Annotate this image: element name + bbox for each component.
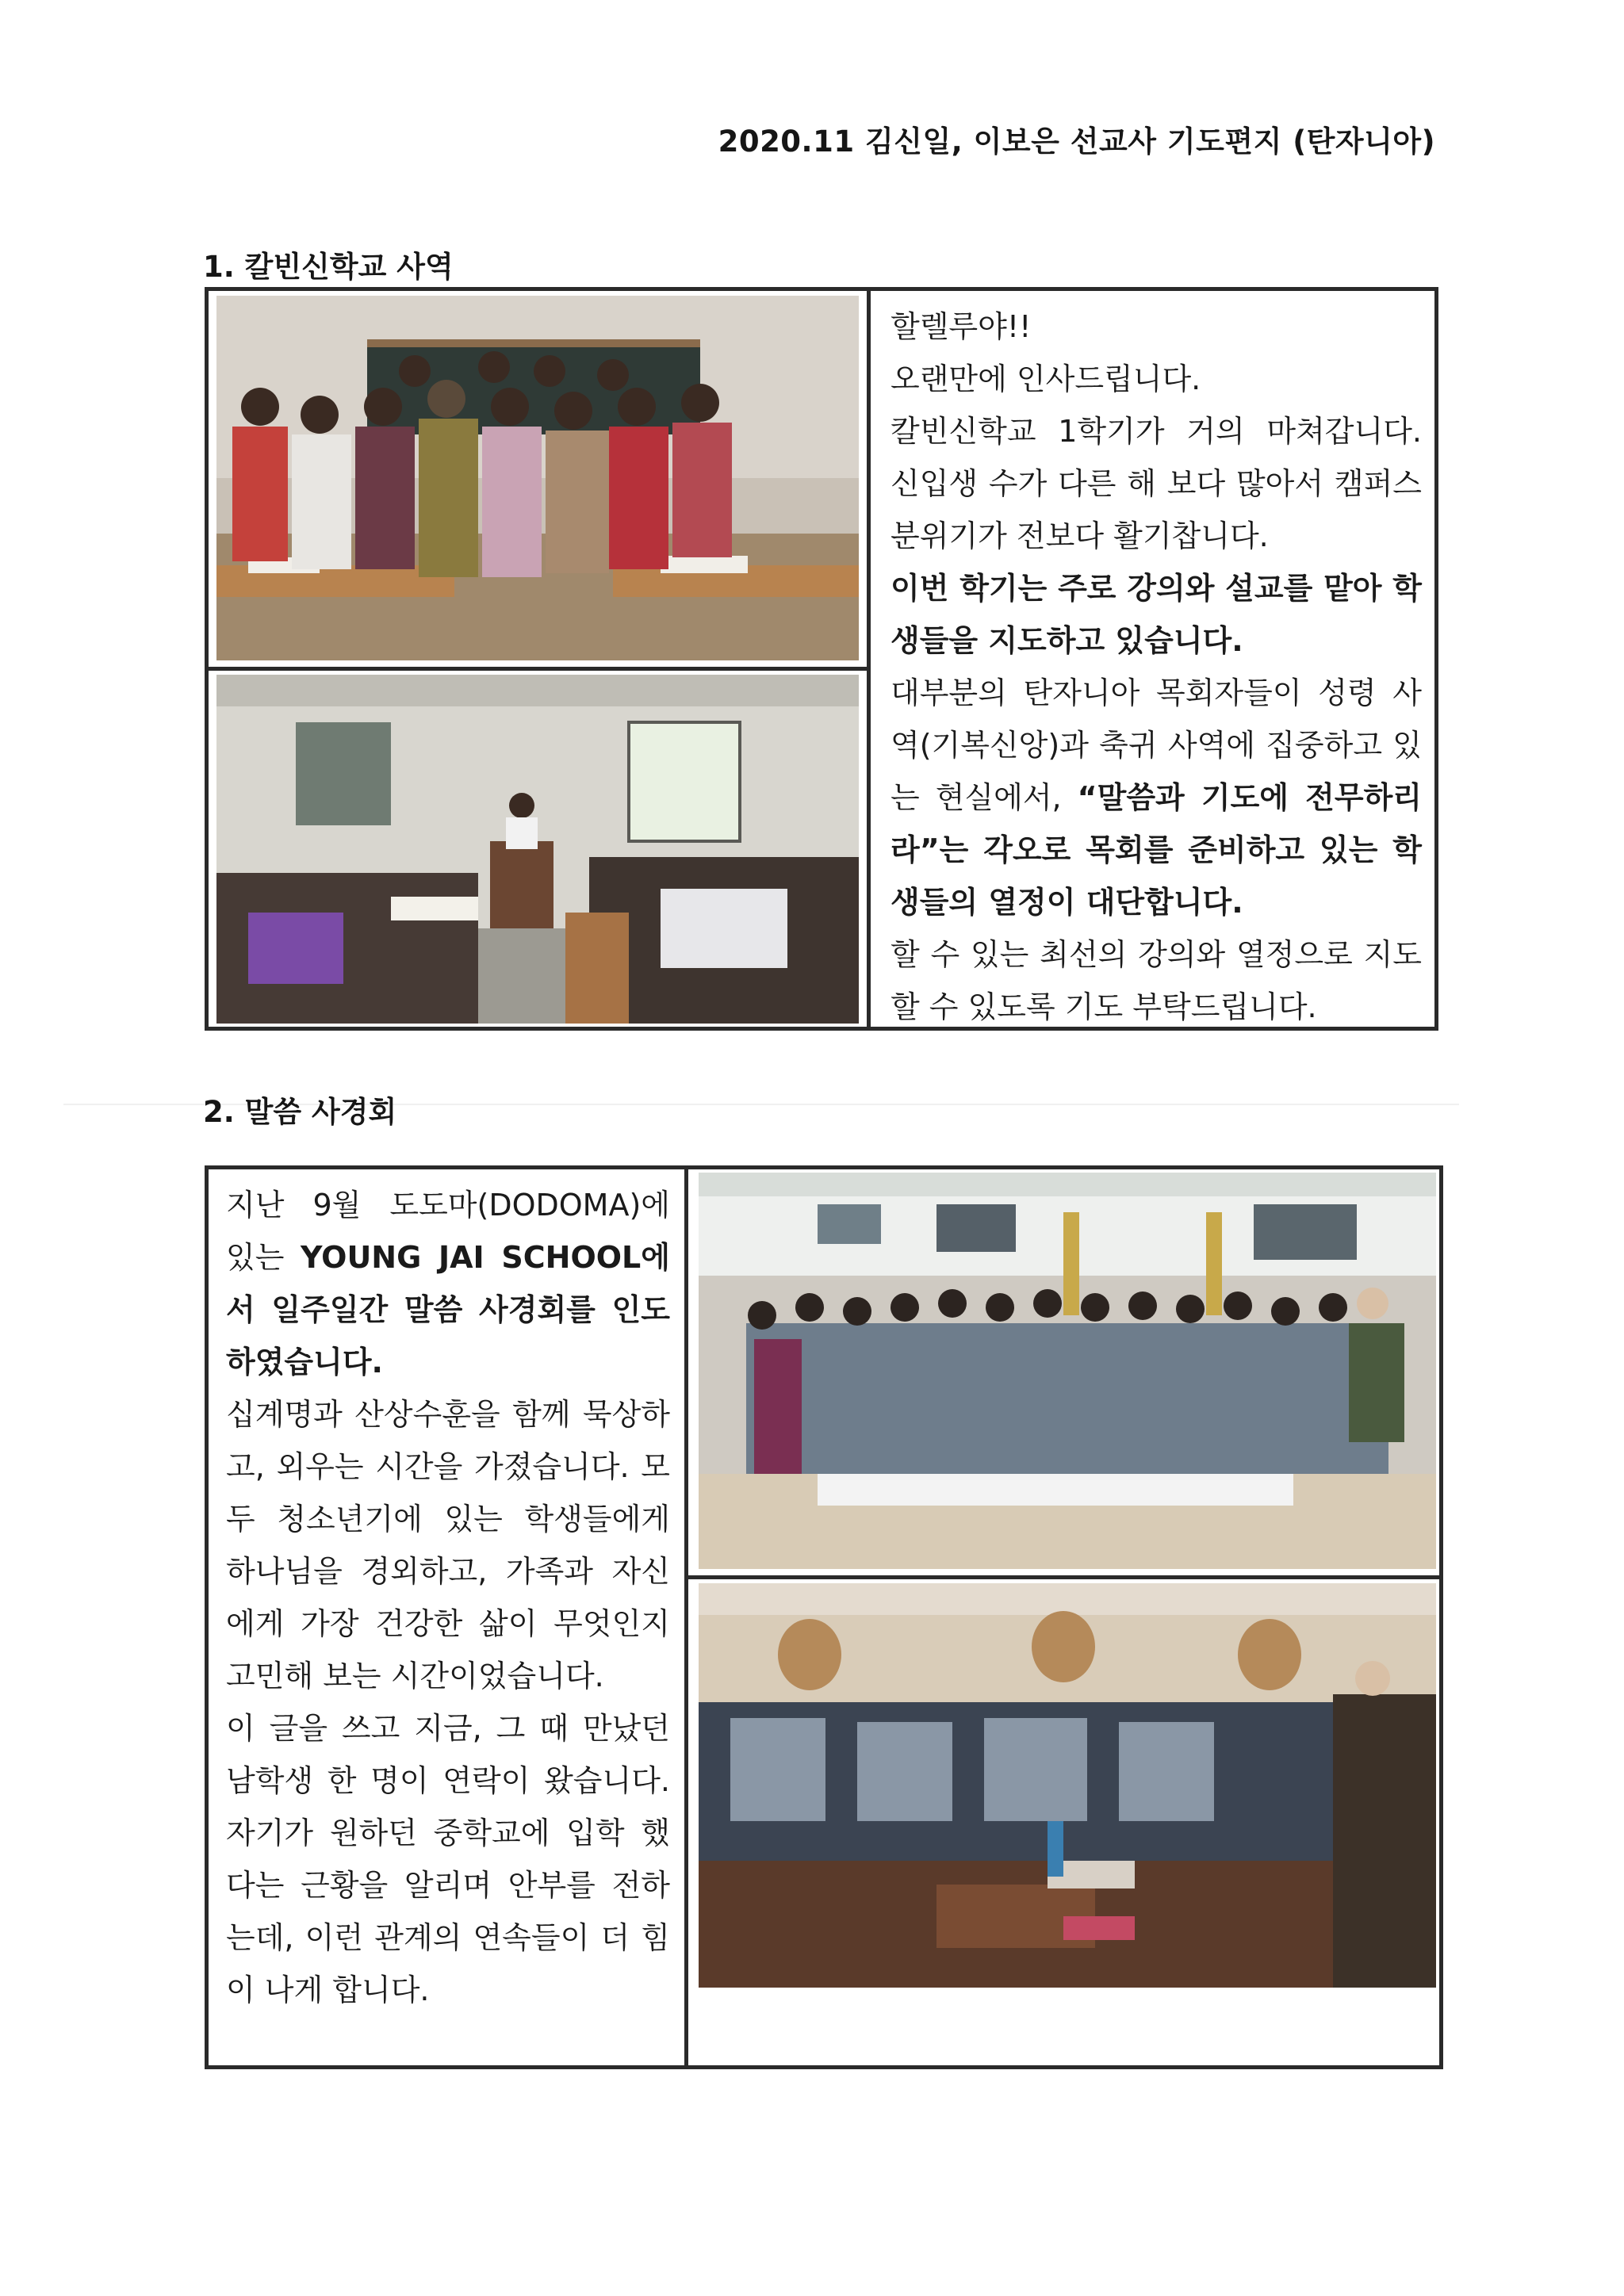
section-2-text: [226, 1179, 670, 2016]
students-hall-worship: [699, 1583, 1436, 1988]
students-group-photo: [699, 1173, 1436, 1569]
paragraph: 오랜만에 인사드립니다.: [891, 362, 1201, 396]
paragraph: 칼빈신학교 1학기가 거의 마쳐갑니다. 신입생 수가 다른 해 보다 많아서 캠퍼스 분위기가 전보다 활기찹니다.: [891, 414, 1422, 553]
paragraph: 십계명과 산상수훈을 함께 묵상하고, 외우는 시간을 가졌습니다. 모두 청소년기에 있는 학생들에게 하나님을 경외하고, 가족과 자신에게 가장 건강한 삶이 무엇인지 고민해 보는 시간이었습니다.: [226, 1397, 670, 1693]
section-2-heading: 2. 말씀 사경회: [203, 1095, 397, 1129]
paragraph: 할 수 있는 최선의 강의와 열정으로 지도할 수 있도록 기도 부탁드립니다.: [891, 937, 1422, 1024]
document-title: 2020.11 김신일, 이보은 선교사 기도편지 (탄자니아): [718, 124, 1435, 159]
section-2-table: [205, 1165, 1443, 2069]
paragraph: 지난 9월 도도마(DODOMA)에 있는: [226, 1188, 670, 1275]
paragraph: 할렐루야!!: [891, 309, 1032, 344]
seminary-group-photo: [216, 296, 859, 660]
paragraph-bold: YOUNG JAI SCHOOL에서 일주일간 말씀 사경회를 인도하였습니다.: [226, 1240, 670, 1380]
seminary-classroom-lecture: [216, 675, 859, 1024]
section-1-table: [205, 287, 1438, 1031]
section-1-heading: 1. 칼빈신학교 사역: [203, 250, 454, 284]
paragraph: 이 글을 쓰고 지금, 그 때 만났던 남학생 한 명이 연락이 왔습니다. 자기가 원하던 중학교에 입학 했다는 근황을 알리며 안부를 전하는데, 이런 관계의 연속들이 더 힘이 나게 합니다.: [226, 1711, 670, 2007]
section-1-text: [891, 300, 1422, 1033]
paragraph-bold: 이번 학기는 주로 강의와 설교를 맡아 학생들을 지도하고 있습니다.: [891, 571, 1422, 658]
paragraph: 대부분의 탄자니아 목회자들이 성령 사역(기복신앙)과 축귀 사역에 집중하고 있는 현실에서,: [891, 675, 1422, 815]
paragraph-bold: “말씀과 기도에 전무하리라”는 각오로 목회를 준비하고 있는 학생들의 열정이 대단합니다.: [891, 780, 1422, 920]
